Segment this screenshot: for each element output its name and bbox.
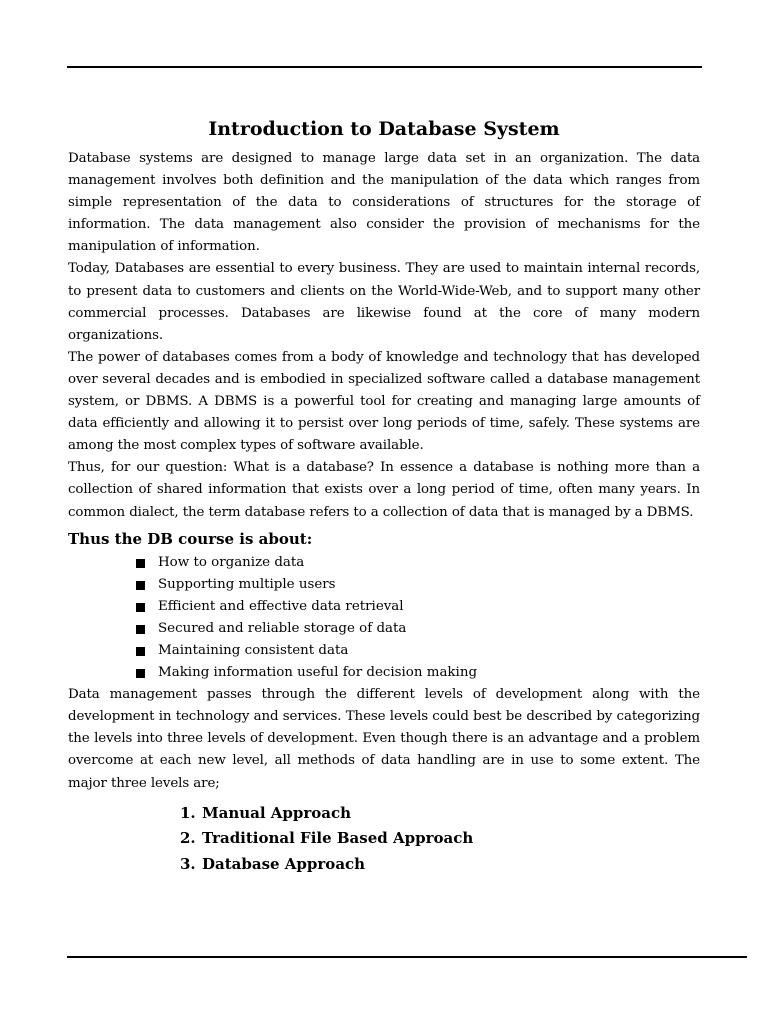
document-title: Introduction to Database System (208, 118, 560, 140)
bottom-rule (67, 956, 747, 958)
course-heading: Thus the DB course is about: (68, 529, 313, 548)
list-item-text: Making information useful for decision making (158, 665, 478, 681)
paragraph-definition: Thus, for our question: What is a database? In essence a database is nothing more than a collection of shared information that exists over a long period of time, often many years. In common dialect, the term database refers to a collection of data that is managed by a DBMS. (68, 460, 700, 520)
paragraph-levels: Data management passes through the different levels of development along with the development in technology and services. These levels could best be described by categorizing the levels into three levels of development. Even though there is an advantage and a problem overcome at each new level, all methods of data handling are in use to some extent. The major three levels are; (68, 687, 700, 791)
level-number: 3. (180, 854, 196, 873)
list-item-text: How to organize data (158, 554, 305, 570)
top-rule (67, 66, 702, 68)
square-bullet-icon (136, 581, 145, 590)
level-item (180, 852, 700, 878)
level-label: Traditional File Based Approach (202, 829, 474, 848)
square-bullet-icon (136, 603, 145, 612)
document-body (68, 114, 700, 877)
levels-list (68, 801, 700, 878)
level-label: Database Approach (202, 854, 366, 873)
list-item-text: Efficient and effective data retrieval (158, 598, 404, 614)
level-item (180, 826, 700, 852)
square-bullet-icon (136, 625, 145, 634)
list-item-text: Secured and reliable storage of data (158, 620, 407, 636)
list-item-text: Supporting multiple users (158, 576, 336, 592)
square-bullet-icon (136, 559, 145, 568)
level-label: Manual Approach (202, 803, 352, 822)
paragraph-dbms: The power of databases comes from a body of knowledge and technology that has developed over several decades and is embodied in specialized software called a database management system, or DBMS. A DBMS is a powerful tool for creating and managing large amounts of data efficiently and allowing it to persist over long periods of time, safely. These systems are among the most complex types of software available. (68, 349, 700, 454)
level-number: 1. (180, 803, 196, 822)
list-item (136, 618, 700, 640)
square-bullet-icon (136, 669, 145, 678)
list-item-text: Maintaining consistent data (158, 642, 349, 658)
course-list (68, 552, 700, 685)
level-item (180, 801, 700, 827)
list-item (136, 662, 700, 684)
list-item (136, 640, 700, 662)
list-item (136, 552, 700, 574)
list-item (136, 574, 700, 596)
paragraph-intro: Database systems are designed to manage large data set in an organization. The data management involves both definition and the manipulation of the data which ranges from simple representation of the data to considerations of structures for the storage of information. The data management also consider the provision of mechanisms for the manipulation of information. (68, 151, 700, 255)
paragraph-business: Today, Databases are essential to every business. They are used to maintain internal records, to present data to customers and clients on the World-Wide-Web, and to support many other commercial processes. Databases are likewise found at the core of many modern organizations. (68, 261, 700, 343)
square-bullet-icon (136, 647, 145, 656)
list-item (136, 596, 700, 618)
level-number: 2. (180, 829, 196, 848)
